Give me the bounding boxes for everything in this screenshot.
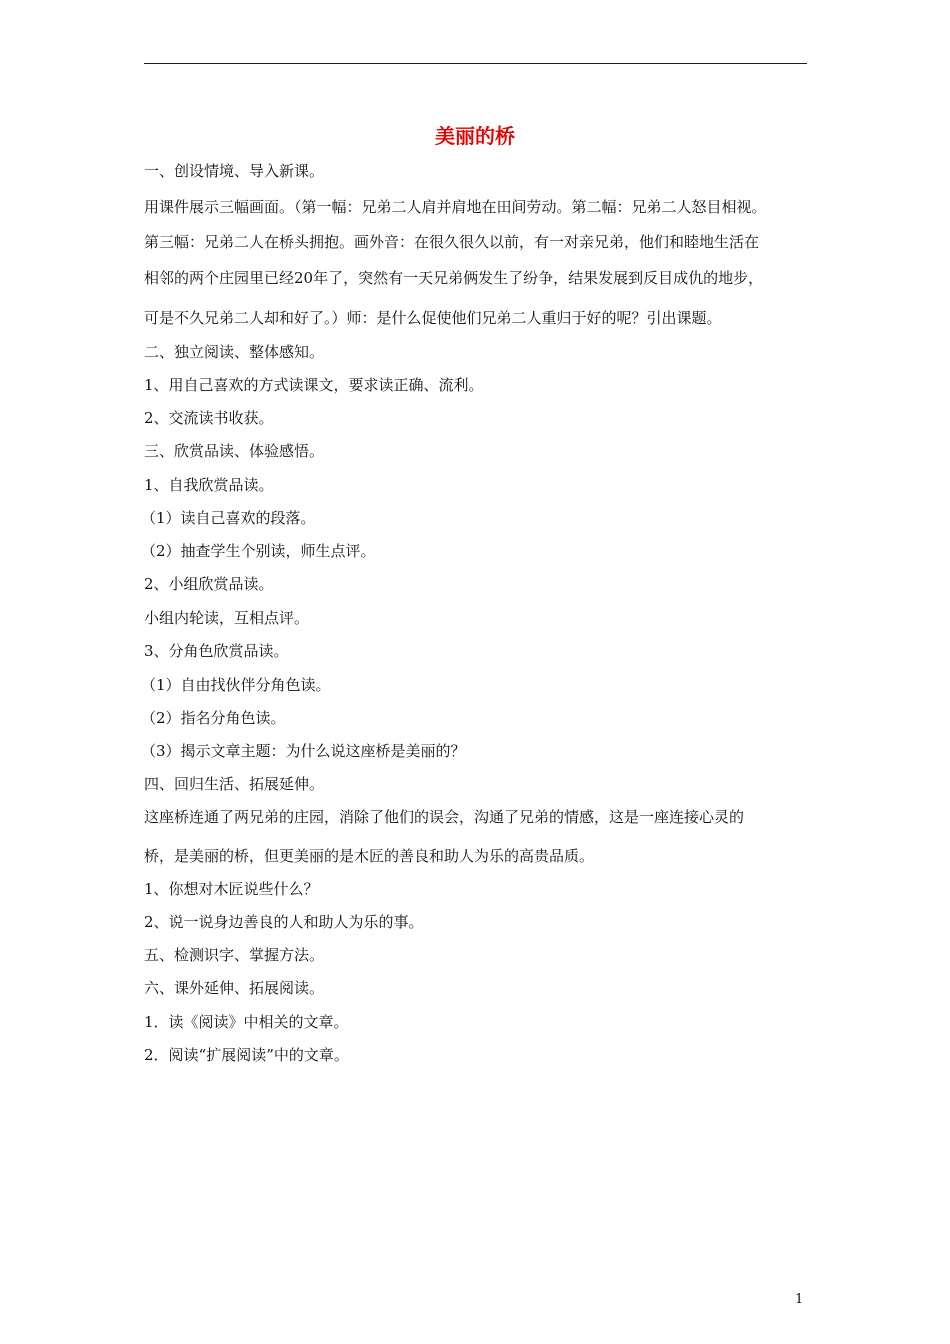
paragraph-line: 可是不久兄弟二人却和好了。）师：是什么促使他们兄弟二人重归于好的呢？引出课题。 [144,309,722,327]
list-item: 1、自我欣赏品读。 [144,476,274,494]
paragraph-line: 桥，是美丽的桥，但更美丽的是木匠的善良和助人为乐的高贵品质。 [144,847,595,865]
list-item: 3、分角色欣赏品读。 [144,642,289,660]
sub-list-item: （1）读自己喜欢的段落。 [141,509,316,527]
paragraph-line: 这座桥连通了两兄弟的庄园，消除了他们的误会，沟通了兄弟的情感，这是一座连接心灵的 [144,808,745,826]
sub-list-item: （2）指名分角色读。 [141,709,286,727]
section-heading-1: 一、创设情境、导入新课。 [144,162,325,180]
page-number: 1 [795,1292,804,1307]
sub-list-item: （2）抽查学生个别读，师生点评。 [141,542,376,560]
section-heading-2: 二、独立阅读、整体感知。 [144,343,325,361]
paragraph-line: 相邻的两个庄园里已经20年了，突然有一天兄弟俩发生了纷争，结果发展到反目成仇的地步， [144,269,764,287]
section-heading-5: 五、检测识字、掌握方法。 [144,946,325,964]
section-heading-3: 三、欣赏品读、体验感悟。 [144,442,325,460]
list-item: 2、小组欣赏品读。 [144,575,274,593]
list-item: 2、交流读书收获。 [144,409,274,427]
list-item: 1．读《阅读》中相关的文章。 [144,1013,349,1031]
section-heading-6: 六、课外延伸、拓展阅读。 [144,979,325,997]
header-rule [144,63,807,64]
document-title: 美丽的桥 [435,124,515,148]
paragraph-line: 用课件展示三幅画面。（第一幅：兄弟二人肩并肩地在田间劳动。第二幅：兄弟二人怒目相视。 [144,198,767,216]
paragraph-line: 第三幅：兄弟二人在桥头拥抱。画外音：在很久很久以前，有一对亲兄弟，他们和睦地生活在 [144,233,760,251]
list-item: 2、说一说身边善良的人和助人为乐的事。 [144,913,424,931]
sub-list-item: （1）自由找伙伴分角色读。 [141,676,331,694]
list-item: 1、用自己喜欢的方式读课文，要求读正确、流利。 [144,376,484,394]
sub-list-item: （3）揭示文章主题：为什么说这座桥是美丽的？ [141,742,466,760]
list-item: 2．阅读“扩展阅读”中的文章。 [144,1046,349,1064]
list-item: 1、你想对木匠说些什么？ [144,880,319,898]
paragraph-line: 小组内轮读，互相点评。 [144,609,310,627]
section-heading-4: 四、回归生活、拓展延伸。 [144,775,325,793]
